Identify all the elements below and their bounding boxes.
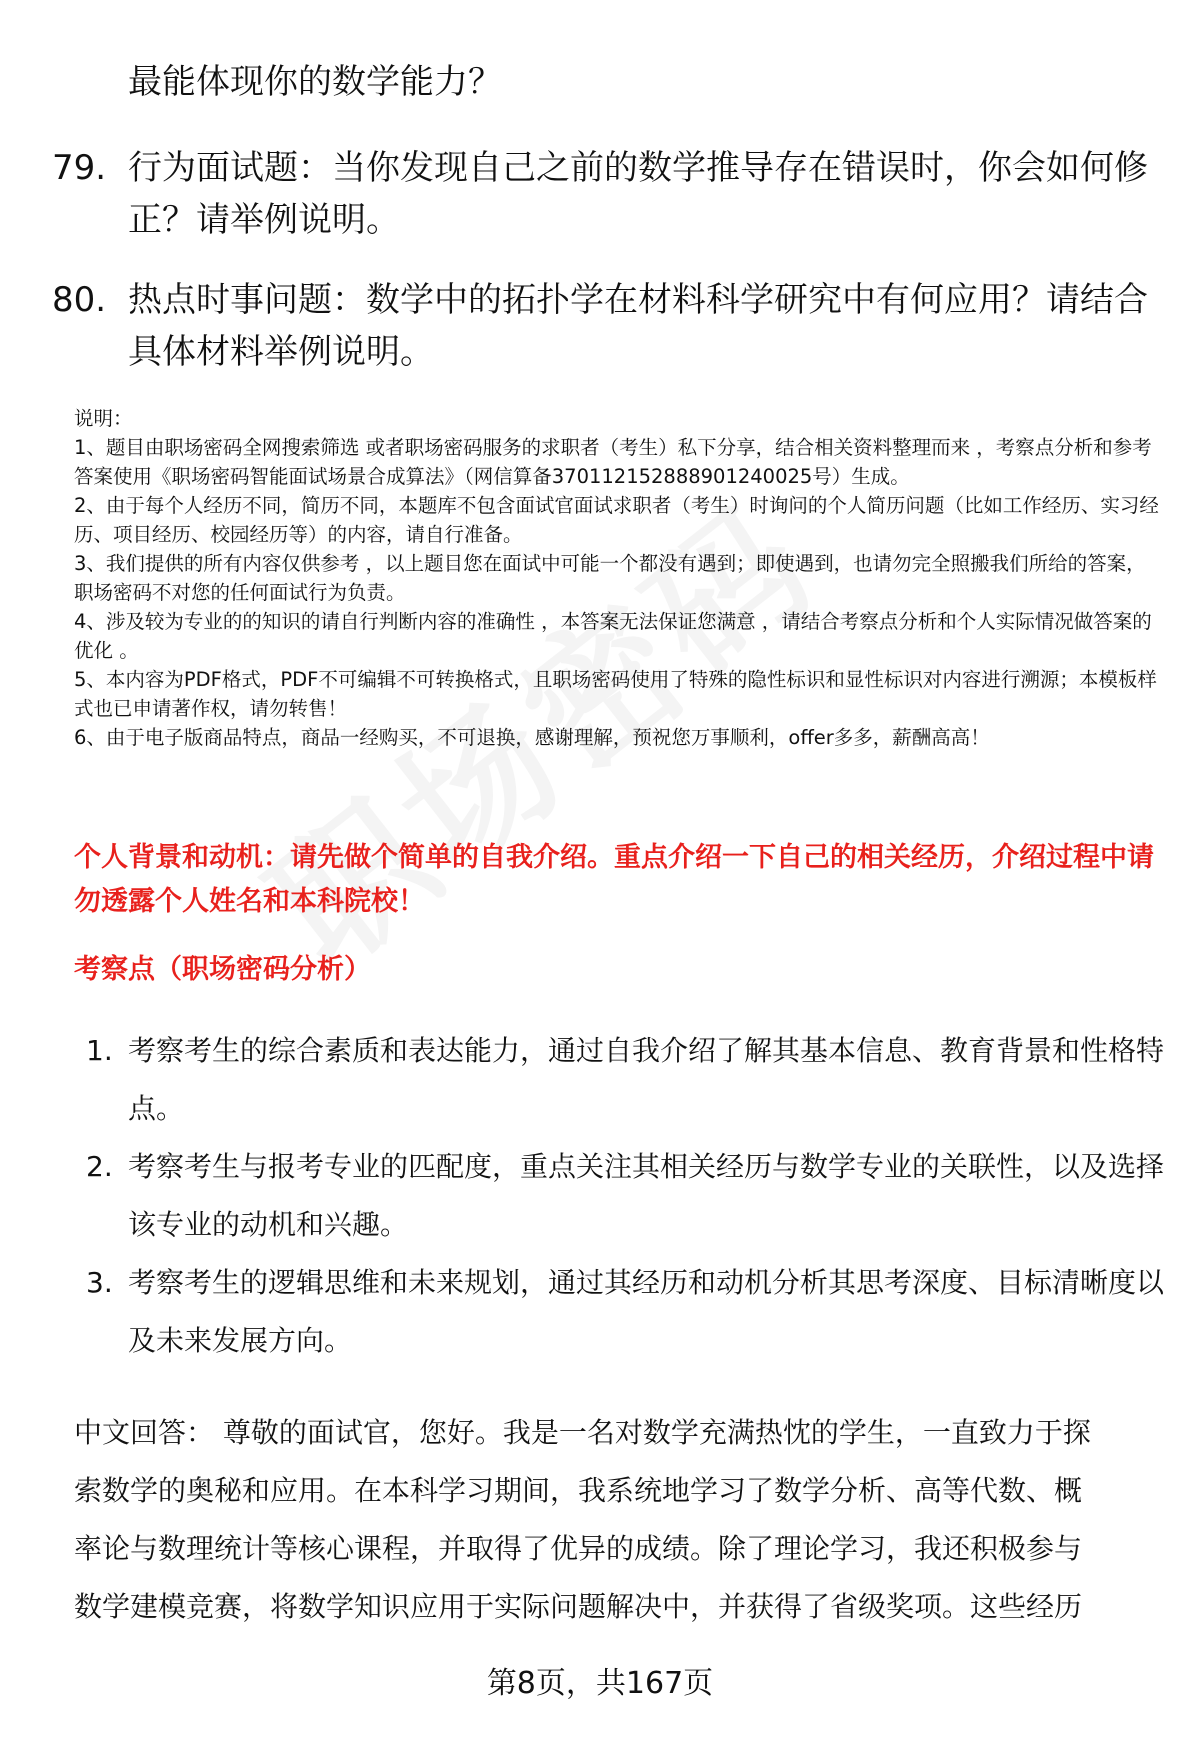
note-item: 1、题目由职场密码全网搜索筛选 或者职场密码服务的求职者（考生）私下分享，结合相关资料整理而来 ，考察点分析和参考答案使用《职场密码智能面试场景合成算法》（网信算备370112152888901240025号）生成。 xyxy=(74,436,1152,488)
answer-line: 数学建模竞赛，将数学知识应用于实际问题解决中，并获得了省级奖项。这些经历 xyxy=(74,1590,1083,1623)
note-item: 6、由于电子版商品特点，商品一经购买，不可退换，感谢理解，预祝您万事顺利，offer多多，薪酬高高！ xyxy=(74,726,990,749)
list-item xyxy=(74,1254,1164,1370)
answer-paragraph xyxy=(74,1404,1164,1636)
question-80 xyxy=(52,274,1152,378)
question-text: 热点时事问题：数学中的拓扑学在材料科学研究中有何应用？请结合具体材料举例说明。 xyxy=(128,280,1148,372)
note-item: 3、我们提供的所有内容仅供参考 ，以上题目您在面试中可能一个都没有遇到；即使遇到，也请勿完全照搬我们所给的答案，职场密码不对您的任何面试行为负责。 xyxy=(74,552,1146,604)
answer-line: 中文回答： 尊敬的面试官，您好。我是一名对数学充满热忱的学生，一直致力于探 xyxy=(74,1416,1091,1449)
list-item xyxy=(74,1022,1164,1138)
answer-line: 率论与数理统计等核心课程，并取得了优异的成绩。除了理论学习，我还积极参与 xyxy=(74,1532,1083,1565)
assessment-points-list xyxy=(74,1022,1164,1370)
assessment-points-title: 考察点（职场密码分析） xyxy=(74,954,371,985)
note-item: 2、由于每个人经历不同，简历不同，本题库不包含面试官面试求职者（考生）时询问的个人简历问题（比如工作经历、实习经历、项目经历、校园经历等）的内容，请自行准备。 xyxy=(74,494,1159,546)
list-item-number: 1. xyxy=(86,1034,113,1067)
list-item xyxy=(74,1138,1164,1254)
list-item-text: 考察考生与报考专业的匹配度，重点关注其相关经历与数学专业的关联性，以及选择该专业的动机和兴趣。 xyxy=(128,1150,1165,1241)
list-item-number: 3. xyxy=(86,1266,113,1299)
list-item-number: 2. xyxy=(86,1150,113,1183)
answer-line: 索数学的奥秘和应用。在本科学习期间，我系统地学习了数学分析、高等代数、概 xyxy=(74,1474,1083,1507)
notes-section xyxy=(74,404,1160,752)
continued-question-line: 最能体现你的数学能力？ xyxy=(128,62,502,102)
background-question-heading: 个人背景和动机：请先做个简单的自我介绍。重点介绍一下自己的相关经历，介绍过程中请勿透露个人姓名和本科院校！ xyxy=(74,842,1154,917)
notes-title: 说明： xyxy=(74,407,133,430)
list-item-text: 考察考生的综合素质和表达能力，通过自我介绍了解其基本信息、教育背景和性格特点。 xyxy=(128,1034,1165,1125)
question-79 xyxy=(52,142,1152,246)
note-item: 5、本内容为PDF格式，PDF不可编辑不可转换格式，且职场密码使用了特殊的隐性标识和显性标识对内容进行溯源；本模板样式也已申请著作权，请勿转售！ xyxy=(74,668,1157,720)
note-item: 4、涉及较为专业的的知识的请自行判断内容的准确性 ，本答案无法保证您满意 ，请结合考察点分析和个人实际情况做答案的优化 。 xyxy=(74,610,1152,662)
list-item-text: 考察考生的逻辑思维和未来规划，通过其经历和动机分析其思考深度、目标清晰度以及未来发展方向。 xyxy=(128,1266,1165,1357)
page-footer: 第8页，共167页 xyxy=(486,1666,714,1701)
question-text: 行为面试题：当你发现自己之前的数学推导存在错误时，你会如何修正？请举例说明。 xyxy=(128,148,1148,240)
question-number: 79. xyxy=(52,148,107,188)
question-number: 80. xyxy=(52,280,107,320)
